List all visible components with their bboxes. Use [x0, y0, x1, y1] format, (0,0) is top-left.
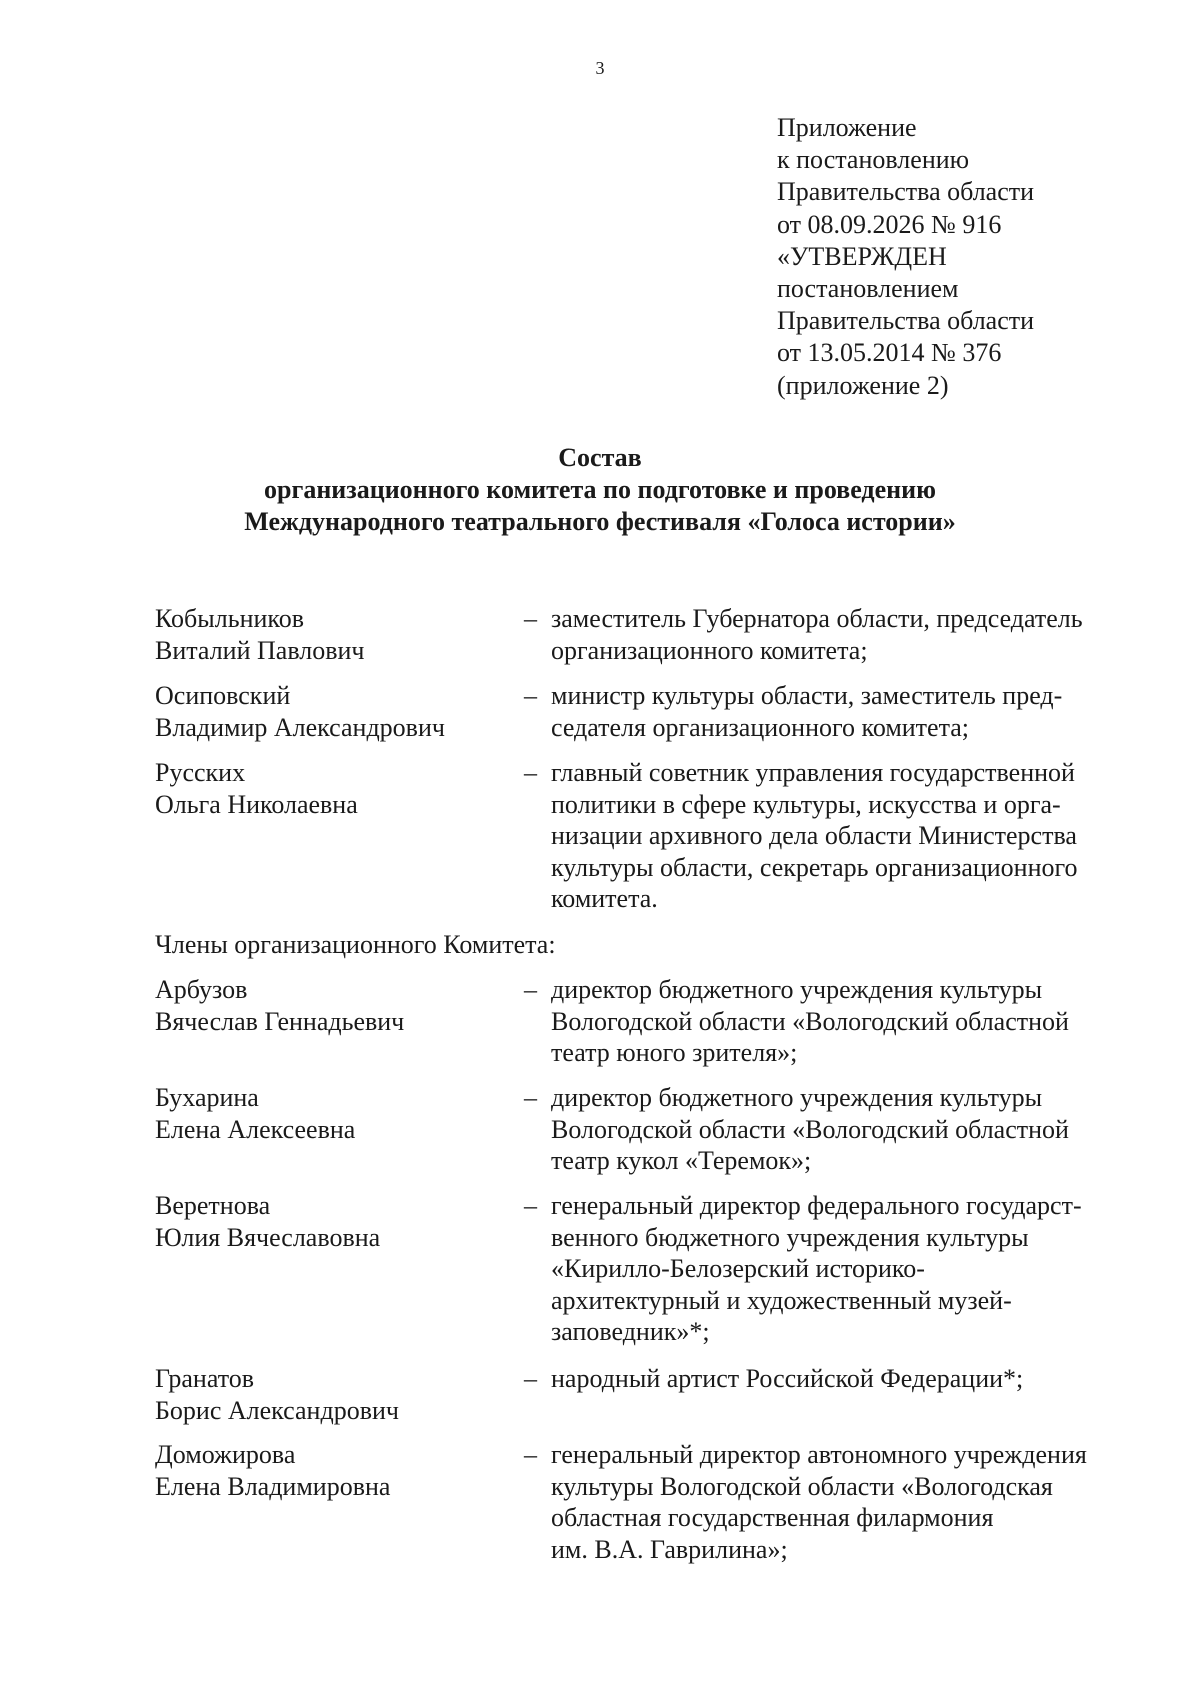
appendix-line: от 08.09.2026 № 916 [777, 209, 1002, 239]
appendix-line: Правительства области [777, 177, 1035, 207]
given-names: Виталий Павлович [155, 635, 365, 665]
surname: Веретнова [155, 1191, 271, 1220]
appendix-line: от 13.05.2014 № 376 [777, 338, 1002, 368]
given-names: Елена Алексеевна [155, 1114, 356, 1144]
dash: – [524, 975, 537, 1004]
surname: Арбузов [155, 975, 248, 1004]
member-name [155, 680, 515, 743]
position-line: главный советник управления государственной [551, 758, 1075, 787]
given-names: Борис Александрович [155, 1395, 399, 1425]
position-line: комитета. [551, 884, 658, 913]
document-title [0, 442, 1200, 538]
title-line: Международного театрального фестиваля «Голоса истории» [244, 507, 956, 536]
position-line: организационного комитета; [551, 635, 868, 665]
member-name [155, 757, 515, 820]
position-line: низации архивного дела области Министерства [551, 821, 1077, 850]
surname: Гранатов [155, 1364, 255, 1393]
page-number: 3 [595, 58, 605, 78]
position-line: генеральный директор автономного учреждения [551, 1440, 1087, 1469]
surname: Осиповский [155, 681, 291, 710]
given-names: Владимир Александрович [155, 712, 445, 742]
position-line: культуры Вологодской области «Вологодская [551, 1471, 1053, 1501]
dash: – [524, 1440, 537, 1469]
member-name [155, 1190, 515, 1253]
position-line: культуры области, секретарь организационного [551, 852, 1078, 882]
position-line: театр кукол «Теремок»; [551, 1146, 812, 1175]
title-line: организационного комитета по подготовке и проведению [264, 475, 936, 504]
member-position [551, 974, 1151, 1069]
dash: – [524, 681, 537, 710]
position-line: «Кирилло-Белозерский историко- [551, 1254, 925, 1283]
member-position [551, 1363, 1151, 1395]
member-position [551, 757, 1151, 915]
appendix-line: к постановлению [777, 145, 970, 175]
appendix-line: постановлением [777, 274, 959, 304]
surname: Кобыльников [155, 604, 304, 633]
surname: Бухарина [155, 1083, 259, 1112]
appendix-block [777, 112, 1034, 402]
given-names: Юлия Вячеславовна [155, 1222, 381, 1252]
appendix-line: (приложение 2) [777, 370, 949, 400]
appendix-line: «УТВЕРЖДЕН [777, 241, 947, 271]
member-name [155, 1363, 515, 1426]
position-line: архитектурный и художественный музей- [551, 1285, 1012, 1315]
member-name [155, 974, 515, 1037]
position-line: директор бюджетного учреждения культуры [551, 975, 1043, 1004]
member-name [155, 1439, 515, 1502]
member-position [551, 680, 1151, 743]
position-line: Вологодской области «Вологодский областной [551, 1006, 1069, 1036]
member-position [551, 1439, 1151, 1565]
position-line: областная государственная филармония [551, 1503, 994, 1532]
position-line: Вологодской области «Вологодский областной [551, 1114, 1069, 1144]
appendix-line: Правительства области [777, 306, 1035, 336]
title-line: Состав [558, 443, 642, 472]
member-name [155, 1082, 515, 1145]
given-names: Вячеслав Геннадьевич [155, 1006, 405, 1036]
position-line: заместитель Губернатора области, председатель [551, 604, 1083, 633]
position-line: народный артист Российской Федерации*; [551, 1364, 1024, 1393]
surname: Русских [155, 758, 246, 787]
dash: – [524, 1364, 537, 1393]
position-line: заповедник»*; [551, 1317, 710, 1346]
member-position [551, 603, 1151, 666]
dash: – [524, 604, 537, 633]
member-name [155, 603, 515, 666]
position-line: им. В.А. Гаврилина»; [551, 1534, 788, 1564]
position-line: директор бюджетного учреждения культуры [551, 1083, 1043, 1112]
position-line: седателя организационного комитета; [551, 712, 970, 742]
dash: – [524, 1083, 537, 1112]
appendix-line: Приложение [777, 113, 917, 142]
member-position [551, 1190, 1151, 1348]
position-line: министр культуры области, заместитель пред- [551, 681, 1063, 710]
given-names: Елена Владимировна [155, 1471, 391, 1501]
dash: – [524, 1191, 537, 1220]
members-heading: Члены организационного Комитета: [155, 930, 556, 959]
position-line: генеральный директор федерального государст- [551, 1191, 1082, 1220]
member-position [551, 1082, 1151, 1177]
position-line: политики в сфере культуры, искусства и орга- [551, 789, 1061, 819]
dash: – [524, 758, 537, 787]
surname: Доможирова [155, 1440, 296, 1469]
position-line: венного бюджетного учреждения культуры [551, 1222, 1029, 1252]
given-names: Ольга Николаевна [155, 789, 358, 819]
position-line: театр юного зрителя»; [551, 1038, 798, 1067]
